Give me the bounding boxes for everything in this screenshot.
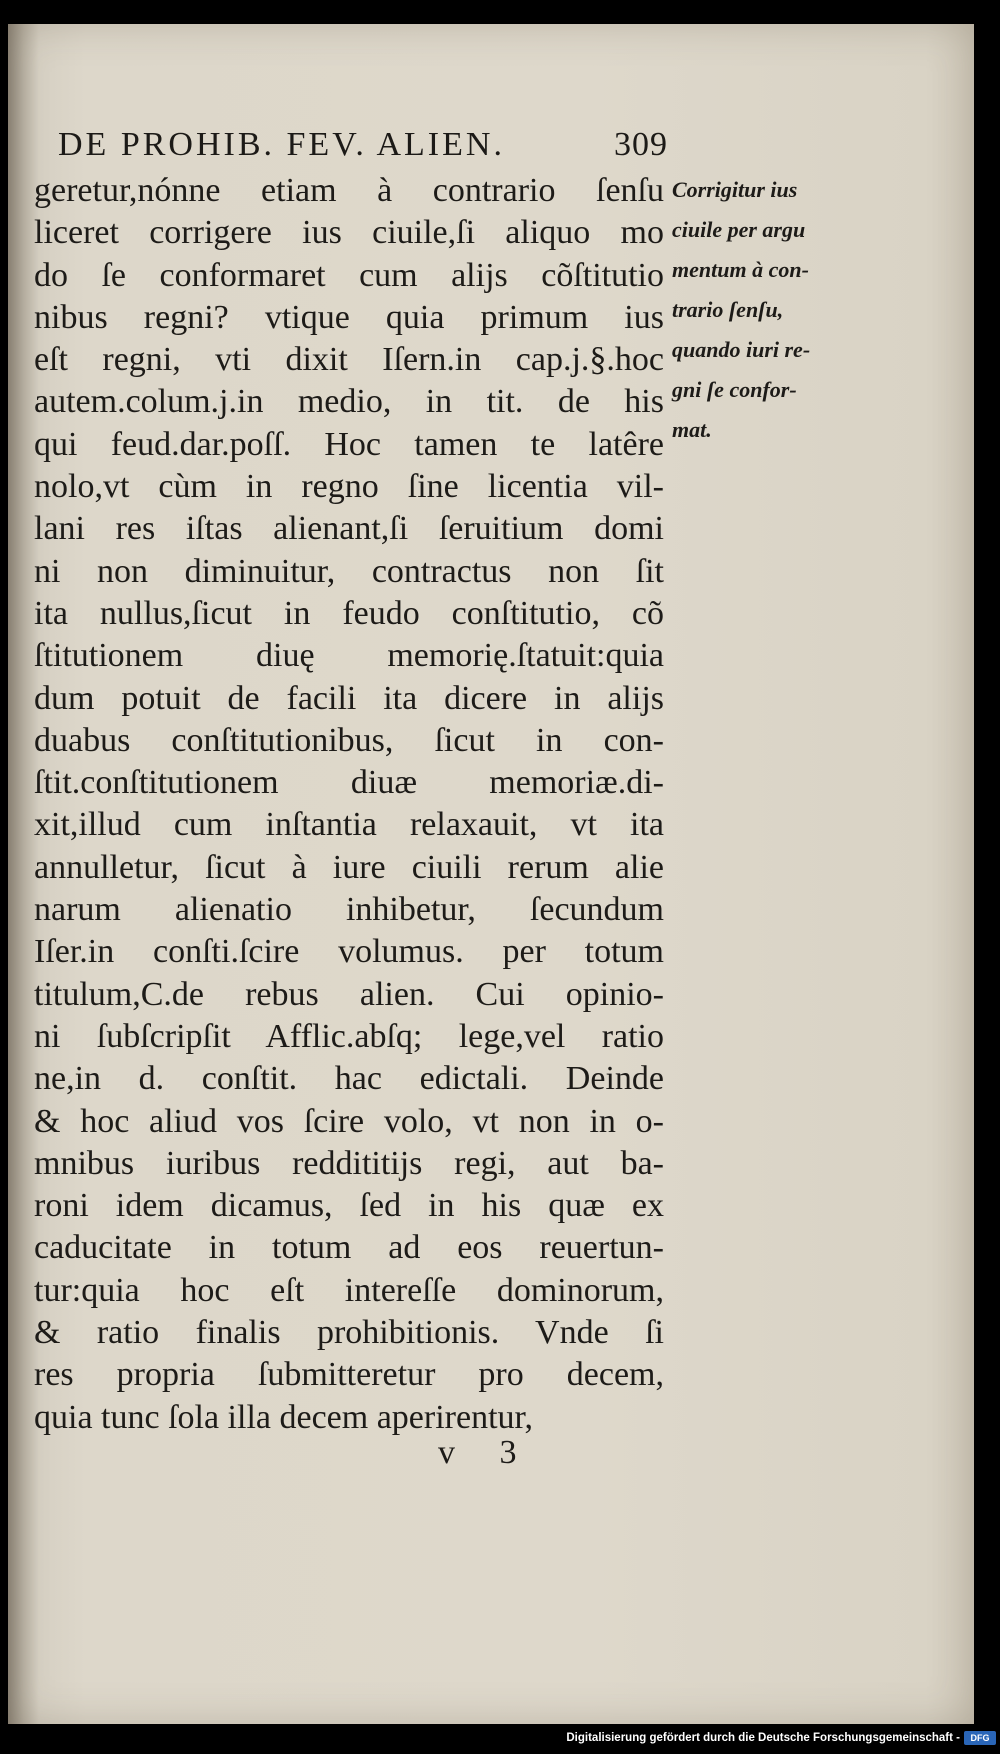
text-line: annulletur, ſicut à iure ciuili rerum alie	[34, 848, 664, 886]
margin-note-line: trario ſenſu,	[672, 297, 784, 322]
margin-note-line: Corrigitur ius	[672, 177, 798, 202]
text-line: ita nullus,ſicut in feudo conſtitutio, cõ	[34, 594, 664, 632]
text-line: Iſer.in conſti.ſcire volumus. per totum	[34, 933, 664, 971]
footer-bar	[0, 1724, 1000, 1754]
text-line: lani res iſtas alienant,ſi ſeruitium domi	[34, 510, 664, 548]
margin-note-line: gni ſe confor-	[672, 377, 797, 402]
text-line: ſtitutionem diuę memorię.ſtatuit:quia	[34, 637, 664, 675]
signature-mark: v 3	[438, 1434, 535, 1471]
text-line: ne,in d. conſtit. hac edictali. Deinde	[34, 1060, 664, 1098]
text-line: narum alienatio inhibetur, ſecundum	[34, 891, 664, 929]
margin-note-line: mat.	[672, 417, 712, 442]
text-line: xit,illud cum inſtantia relaxauit, vt ita	[34, 806, 664, 844]
marginal-note	[672, 170, 842, 450]
text-line: caducitate in totum ad eos reuertun-	[34, 1229, 664, 1267]
margin-note-line: quando iuri re-	[672, 337, 811, 362]
page-number: 309	[614, 126, 668, 163]
text-line: & hoc aliud vos ſcire volo, vt non in o-	[34, 1102, 664, 1140]
text-line: quia tunc ſola illa decem aperirentur,	[34, 1398, 533, 1436]
text-line: dum potuit de facili ita dicere in alijs	[34, 679, 664, 717]
text-line: res propria ſubmitteretur pro decem,	[34, 1356, 664, 1394]
text-line: ni non diminuitur, contractus non ſit	[34, 552, 664, 590]
text-line: liceret corrigere ius ciuile,ſi aliquo mo	[34, 214, 664, 252]
margin-note-line: mentum à con-	[672, 257, 809, 282]
text-line: eſt regni, vti dixit Iſern.in cap.j.§.hoc	[34, 341, 664, 379]
text-line: qui feud.dar.poſſ. Hoc tamen te latêre	[34, 425, 664, 463]
text-line: duabus conſtitutionibus, ſicut in con-	[34, 721, 664, 759]
text-line: titulum,C.de rebus alien. Cui opinio-	[34, 975, 664, 1013]
text-line: tur:quia hoc eſt intereſſe dominorum,	[34, 1271, 664, 1309]
text-line: ſtit.conſtitutionem diuæ memoriæ.di-	[34, 764, 664, 802]
text-line: do ſe conformaret cum alijs cõſtitutio	[34, 256, 664, 294]
text-line: & ratio finalis prohibitionis. Vnde ſi	[34, 1314, 664, 1352]
margin-note-line: ciuile per argu	[672, 217, 806, 242]
funding-credit: Digitalisierung gefördert durch die Deutsche Forschungsgemeinschaft -	[566, 1732, 960, 1744]
text-line: geretur,nónne etiam à contrario ſenſu	[34, 172, 664, 209]
text-line: mnibus iuribus reddititijs regi, aut ba-	[34, 1144, 664, 1182]
text-line: ni ſubſcripſit Afflic.abſq; lege,vel ratio	[34, 1017, 664, 1055]
text-line: nolo,vt cùm in regno ſine licentia vil-	[34, 468, 664, 506]
text-line: autem.colum.j.in medio, in tit. de his	[34, 383, 664, 421]
text-line: roni idem dicamus, ſed in his quæ ex	[34, 1187, 664, 1225]
page-header	[58, 126, 668, 164]
book-page	[8, 24, 974, 1724]
main-text-column	[34, 170, 664, 1439]
text-line: nibus regni? vtique quia primum ius	[34, 298, 664, 336]
running-title: DE PROHIB. FEV. ALIEN.	[58, 126, 505, 163]
dfg-logo: DFG	[964, 1731, 996, 1745]
